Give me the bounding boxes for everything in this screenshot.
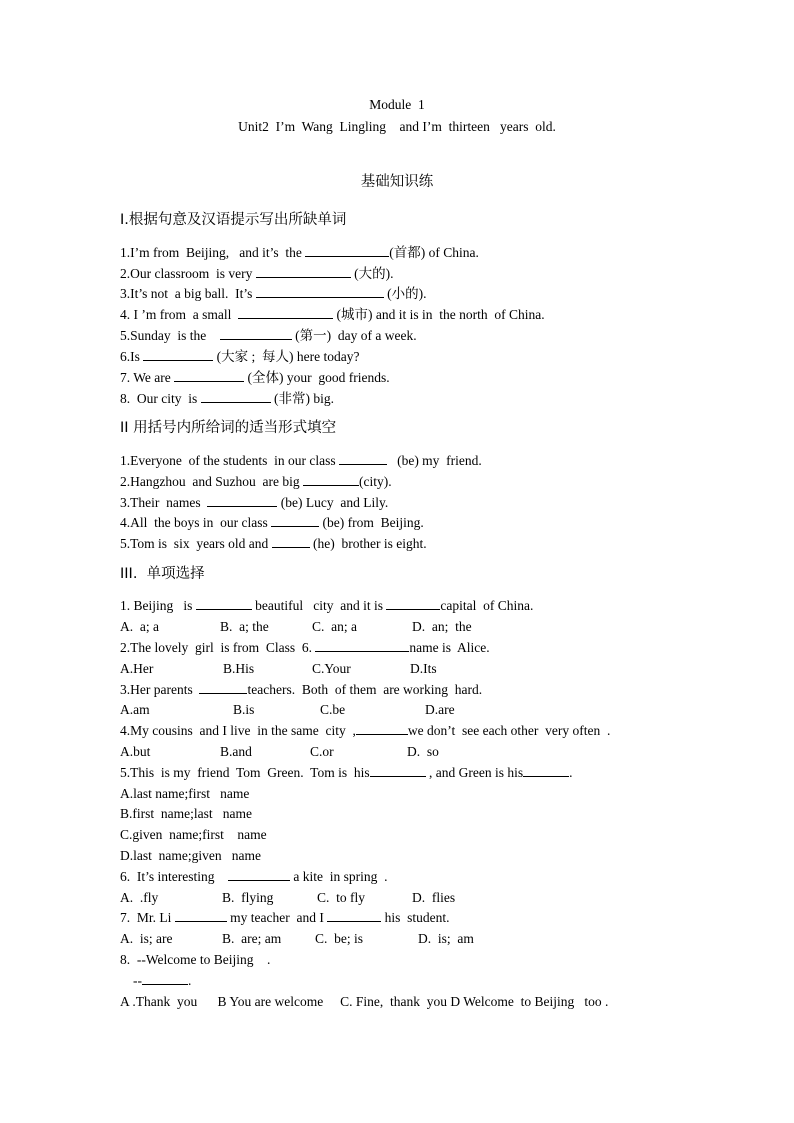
q2-option-d[interactable]: D.Its <box>410 661 437 676</box>
s1-item-3: 3.It’s not a big ball. It’s (小的). <box>120 286 427 301</box>
q5-option-d[interactable]: D.last name;given name <box>120 848 261 863</box>
q8-stem: 8. --Welcome to Beijing . <box>120 952 271 967</box>
q4-option-b[interactable]: B.and <box>220 744 252 759</box>
answer-blank[interactable] <box>523 765 569 777</box>
q4-stem: 4.My cousins and I live in the same city , we don’t see each other very often . <box>120 723 611 738</box>
q2-option-a[interactable]: A.Her <box>120 661 154 676</box>
q4-option-a[interactable]: A.but <box>120 744 151 759</box>
s2-item-4: 4.All the boys in our class (be) from Beijing. <box>120 515 424 530</box>
answer-blank[interactable] <box>228 869 290 881</box>
q7-option-c[interactable]: C. be; is <box>315 931 364 946</box>
unit-title: Unit2 I’m Wang Lingling and I’m thirteen years old. <box>238 119 556 134</box>
answer-blank[interactable] <box>315 640 409 652</box>
s1-item-4: 4. I ’m from a small (城市) and it is in the north of China. <box>120 307 545 322</box>
module-title: Module 1 <box>369 97 425 112</box>
q2-option-c[interactable]: C.Your <box>312 661 351 676</box>
q7-stem: 7. Mr. Li my teacher and I his student. <box>120 910 450 925</box>
s2-item-2: 2.Hangzhou and Suzhou are big (city). <box>120 474 392 489</box>
q3-option-d[interactable]: D.are <box>425 702 455 717</box>
q2-option-b[interactable]: B.His <box>223 661 255 676</box>
answer-blank[interactable] <box>220 328 292 340</box>
q3-option-b[interactable]: B.is <box>233 702 255 717</box>
answer-blank[interactable] <box>201 391 271 403</box>
s2-item-5: 5.Tom is six years old and (he) brother is eight. <box>120 536 427 551</box>
answer-blank[interactable] <box>339 453 387 465</box>
q1-option-d[interactable]: D. an; the <box>412 619 472 634</box>
answer-blank[interactable] <box>175 910 227 922</box>
q2-stem: 2.The lovely girl is from Class 6. name is Alice. <box>120 640 490 655</box>
q7-option-b[interactable]: B. are; am <box>222 931 282 946</box>
q5-option-a[interactable]: A.last name;first name <box>120 786 250 801</box>
q6-option-a[interactable]: A. .fly <box>120 890 159 905</box>
answer-blank[interactable] <box>272 536 310 548</box>
q6-option-b[interactable]: B. flying <box>222 890 274 905</box>
q5-option-c[interactable]: C.given name;first name <box>120 827 267 842</box>
section2-heading: II 用括号内所给词的适当形式填空 <box>120 420 337 436</box>
q8-reply: -- . <box>133 973 192 988</box>
s1-item-8: 8. Our city is (非常) big. <box>120 391 334 406</box>
q1-option-c[interactable]: C. an; a <box>312 619 357 634</box>
s2-item-3: 3.Their names (be) Lucy and Lily. <box>120 495 389 510</box>
q7-option-a[interactable]: A. is; are <box>120 931 173 946</box>
answer-blank[interactable] <box>174 370 244 382</box>
q6-option-c[interactable]: C. to fly <box>317 890 366 905</box>
answer-blank[interactable] <box>386 598 440 610</box>
answer-blank[interactable] <box>303 474 359 486</box>
answer-blank[interactable] <box>207 495 277 507</box>
q3-option-c[interactable]: C.be <box>320 702 346 717</box>
answer-blank[interactable] <box>256 286 384 298</box>
s2-item-1: 1.Everyone of the students in our class (be) my friend. <box>120 453 482 468</box>
s1-item-1: 1.I’m from Beijing, and it’s the (首都) of China. <box>120 245 479 260</box>
q1-stem: 1. Beijing is beautiful city and it is capital of China. <box>120 598 534 613</box>
answer-blank[interactable] <box>142 973 188 985</box>
q6-stem: 6. It’s interesting a kite in spring . <box>120 869 388 884</box>
q3-option-a[interactable]: A.am <box>120 702 150 717</box>
q1-option-b[interactable]: B. a; the <box>220 619 269 634</box>
answer-blank[interactable] <box>143 349 213 361</box>
answer-blank[interactable] <box>327 910 381 922</box>
answer-blank[interactable] <box>256 266 351 278</box>
answer-blank[interactable] <box>199 682 247 694</box>
section-subtitle: 基础知识练 <box>360 174 434 190</box>
s1-item-7: 7. We are (全体) your good friends. <box>120 370 390 385</box>
answer-blank[interactable] <box>356 723 408 735</box>
s1-item-6: 6.Is (大家 ; 每人) here today? <box>120 349 360 364</box>
q5-stem: 5.This is my friend Tom Green. Tom is his , and Green is his . <box>120 765 573 780</box>
section3-heading: III. 单项选择 <box>120 566 205 582</box>
q3-stem: 3.Her parents teachers. Both of them are working hard. <box>120 682 483 697</box>
q8-options[interactable]: A .Thank you B You are welcome C. Fine, thank you D Welcome to Beijing too . <box>120 994 609 1009</box>
q6-option-d[interactable]: D. flies <box>412 890 456 905</box>
q5-option-b[interactable]: B.first name;last name <box>120 806 252 821</box>
answer-blank[interactable] <box>271 515 319 527</box>
answer-blank[interactable] <box>370 765 426 777</box>
answer-blank[interactable] <box>305 245 389 257</box>
q7-option-d[interactable]: D. is; am <box>418 931 474 946</box>
q4-option-c[interactable]: C.or <box>310 744 334 759</box>
answer-blank[interactable] <box>238 307 333 319</box>
s1-item-2: 2.Our classroom is very (大的). <box>120 266 394 281</box>
q4-option-d[interactable]: D. so <box>407 744 439 759</box>
q1-option-a[interactable]: A. a; a <box>120 619 159 634</box>
s1-item-5: 5.Sunday is the (第一) day of a week. <box>120 328 417 343</box>
answer-blank[interactable] <box>196 598 252 610</box>
section1-heading: I.根据句意及汉语提示写出所缺单词 <box>120 212 347 228</box>
